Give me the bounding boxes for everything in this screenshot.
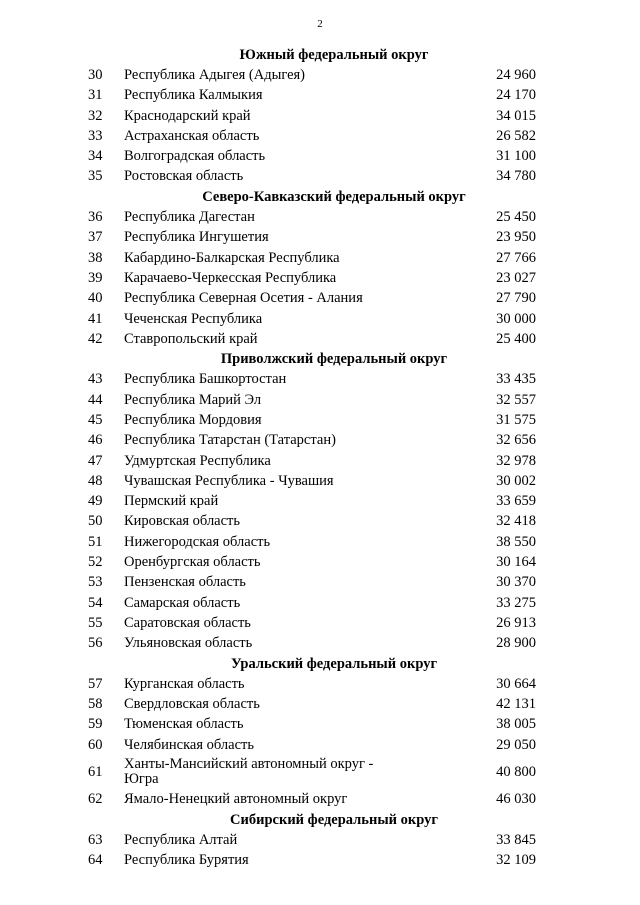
section-heading: Южный федеральный округ <box>239 47 429 63</box>
row-value: 25 400 <box>496 330 536 347</box>
table-row <box>88 634 536 654</box>
region-name: Пермский край <box>124 493 219 510</box>
region-name: Кировская область <box>124 513 241 530</box>
table-row <box>88 390 536 410</box>
table-row <box>88 830 536 850</box>
table-row <box>88 309 536 329</box>
table-row <box>88 146 536 166</box>
table-row <box>88 593 536 613</box>
row-number: 59 <box>88 716 103 733</box>
regions-table <box>88 45 536 871</box>
row-value: 32 656 <box>496 432 536 449</box>
table-row <box>88 106 536 126</box>
table-row <box>88 573 536 593</box>
row-value: 28 900 <box>496 635 536 652</box>
section-heading: Северо-Кавказский федеральный округ <box>202 189 466 206</box>
table-row <box>88 613 536 633</box>
page-number: 2 <box>317 18 323 30</box>
table-row <box>88 268 536 288</box>
row-value: 46 030 <box>496 791 536 808</box>
row-value: 23 027 <box>496 269 536 286</box>
table-row <box>88 431 536 451</box>
row-value: 32 557 <box>496 391 536 408</box>
region-name: Республика Ингушетия <box>124 229 269 246</box>
row-number: 53 <box>88 574 103 591</box>
row-number: 32 <box>88 107 103 124</box>
region-name: Ульяновская область <box>124 635 253 652</box>
table-row <box>88 674 536 694</box>
row-value: 30 664 <box>496 675 536 692</box>
region-name: Удмуртская Республика <box>124 452 271 469</box>
row-value: 32 978 <box>496 452 536 469</box>
row-value: 30 164 <box>496 554 536 571</box>
row-value: 23 950 <box>496 229 536 246</box>
region-name: Чеченская Республика <box>124 310 263 327</box>
region-name: Республика Алтай <box>124 831 238 848</box>
row-value: 29 050 <box>496 736 536 753</box>
row-number: 61 <box>88 763 103 780</box>
region-name: Республика Марий Эл <box>124 391 262 408</box>
table-row <box>88 755 536 789</box>
row-number: 41 <box>88 310 103 327</box>
region-name-line-1: Ханты-Мансийский автономный округ - <box>124 756 374 773</box>
row-value: 30 002 <box>496 472 536 489</box>
region-name: Ростовская область <box>124 168 244 185</box>
region-name: Чувашская Республика - Чувашия <box>124 472 334 489</box>
row-value: 33 845 <box>496 831 536 848</box>
table-row <box>88 126 536 146</box>
row-value: 32 109 <box>496 851 536 868</box>
region-name: Оренбургская область <box>124 554 261 571</box>
table-row <box>88 207 536 227</box>
region-name: Саратовская область <box>124 614 251 631</box>
region-name: Республика Дагестан <box>124 209 255 226</box>
table-row <box>88 789 536 809</box>
region-name: Ставропольский край <box>124 330 258 347</box>
region-name: Нижегородская область <box>124 533 271 550</box>
row-number: 54 <box>88 594 103 611</box>
table-row <box>88 228 536 248</box>
row-number: 62 <box>88 791 103 808</box>
row-value: 24 960 <box>496 66 536 83</box>
row-number: 63 <box>88 831 103 848</box>
region-name: Республика Башкортостан <box>124 371 287 388</box>
row-number: 42 <box>88 330 103 347</box>
row-value: 38 550 <box>496 533 536 550</box>
region-name: Челябинская область <box>124 736 254 753</box>
row-number: 60 <box>88 736 103 753</box>
region-name: Республика Адыгея (Адыгея) <box>124 66 306 83</box>
region-name-line-2: Югра <box>124 771 159 788</box>
table-row <box>88 532 536 552</box>
table-row <box>88 370 536 390</box>
table-row <box>88 65 536 85</box>
section-heading: Приволжский федеральный округ <box>220 351 448 368</box>
row-number: 44 <box>88 391 103 408</box>
row-number: 49 <box>88 493 103 510</box>
row-number: 56 <box>88 635 103 652</box>
region-name: Астраханская область <box>124 127 260 144</box>
row-value: 34 015 <box>496 107 536 124</box>
row-value: 34 780 <box>496 168 536 185</box>
table-row <box>88 492 536 512</box>
region-name: Республика Калмыкия <box>124 87 263 104</box>
row-number: 40 <box>88 290 103 307</box>
row-value: 30 370 <box>496 574 536 591</box>
row-value: 33 659 <box>496 493 536 510</box>
region-name-multiline <box>124 757 466 787</box>
table-row <box>88 329 536 349</box>
region-name: Республика Татарстан (Татарстан) <box>124 432 336 449</box>
table-row <box>88 86 536 106</box>
row-number: 43 <box>88 371 103 388</box>
region-name: Республика Мордовия <box>124 411 262 428</box>
row-number: 52 <box>88 554 103 571</box>
row-number: 34 <box>88 148 103 165</box>
row-number: 39 <box>88 269 103 286</box>
row-value: 30 000 <box>496 310 536 327</box>
row-number: 50 <box>88 513 103 530</box>
row-number: 51 <box>88 533 103 550</box>
row-value: 42 131 <box>496 696 536 713</box>
row-value: 27 766 <box>496 249 536 266</box>
row-value: 31 575 <box>496 411 536 428</box>
region-name: Карачаево-Черкесская Республика <box>124 269 337 286</box>
table-row <box>88 715 536 735</box>
table-row <box>88 451 536 471</box>
row-value: 25 450 <box>496 209 536 226</box>
row-number: 64 <box>88 851 103 868</box>
row-value: 31 100 <box>496 148 536 165</box>
row-number: 46 <box>88 432 103 449</box>
row-value: 33 435 <box>496 371 536 388</box>
region-name: Республика Бурятия <box>124 851 249 868</box>
region-name: Волгоградская область <box>124 148 266 165</box>
region-name: Курганская область <box>124 675 245 692</box>
row-value: 38 005 <box>496 716 536 733</box>
table-row <box>88 248 536 268</box>
row-number: 57 <box>88 675 103 692</box>
region-name: Свердловская область <box>124 696 260 713</box>
row-number: 45 <box>88 411 103 428</box>
table-row <box>88 695 536 715</box>
region-name: Республика Северная Осетия - Алания <box>124 290 363 307</box>
row-number: 58 <box>88 696 103 713</box>
table-row <box>88 735 536 755</box>
row-value: 33 275 <box>496 594 536 611</box>
table-row <box>88 512 536 532</box>
region-name: Кабардино-Балкарская Республика <box>124 249 340 266</box>
row-number: 48 <box>88 472 103 489</box>
row-value: 26 913 <box>496 614 536 631</box>
row-value: 32 418 <box>496 513 536 530</box>
row-number: 38 <box>88 249 103 266</box>
row-value: 27 790 <box>496 290 536 307</box>
table-row <box>88 410 536 430</box>
row-number: 30 <box>88 66 103 83</box>
row-number: 33 <box>88 127 103 144</box>
region-name: Самарская область <box>124 594 241 611</box>
section-heading: Уральский федеральный округ <box>230 655 438 672</box>
row-number: 47 <box>88 452 103 469</box>
row-number: 35 <box>88 168 103 185</box>
table-row <box>88 289 536 309</box>
region-name: Краснодарский край <box>124 107 251 124</box>
table-row <box>88 167 536 187</box>
row-number: 37 <box>88 229 103 246</box>
table-row <box>88 471 536 491</box>
section-heading: Сибирский федеральный округ <box>230 811 438 828</box>
region-name: Ямало-Ненецкий автономный округ <box>124 791 348 808</box>
row-number: 31 <box>88 87 103 104</box>
row-number: 36 <box>88 209 103 226</box>
row-number: 55 <box>88 614 103 631</box>
table-row <box>88 552 536 572</box>
row-value: 26 582 <box>496 127 536 144</box>
region-name: Пензенская область <box>124 574 246 591</box>
row-value: 40 800 <box>496 763 536 780</box>
region-name: Тюменская область <box>124 716 244 733</box>
row-value: 24 170 <box>496 87 536 104</box>
table-row <box>88 850 536 870</box>
